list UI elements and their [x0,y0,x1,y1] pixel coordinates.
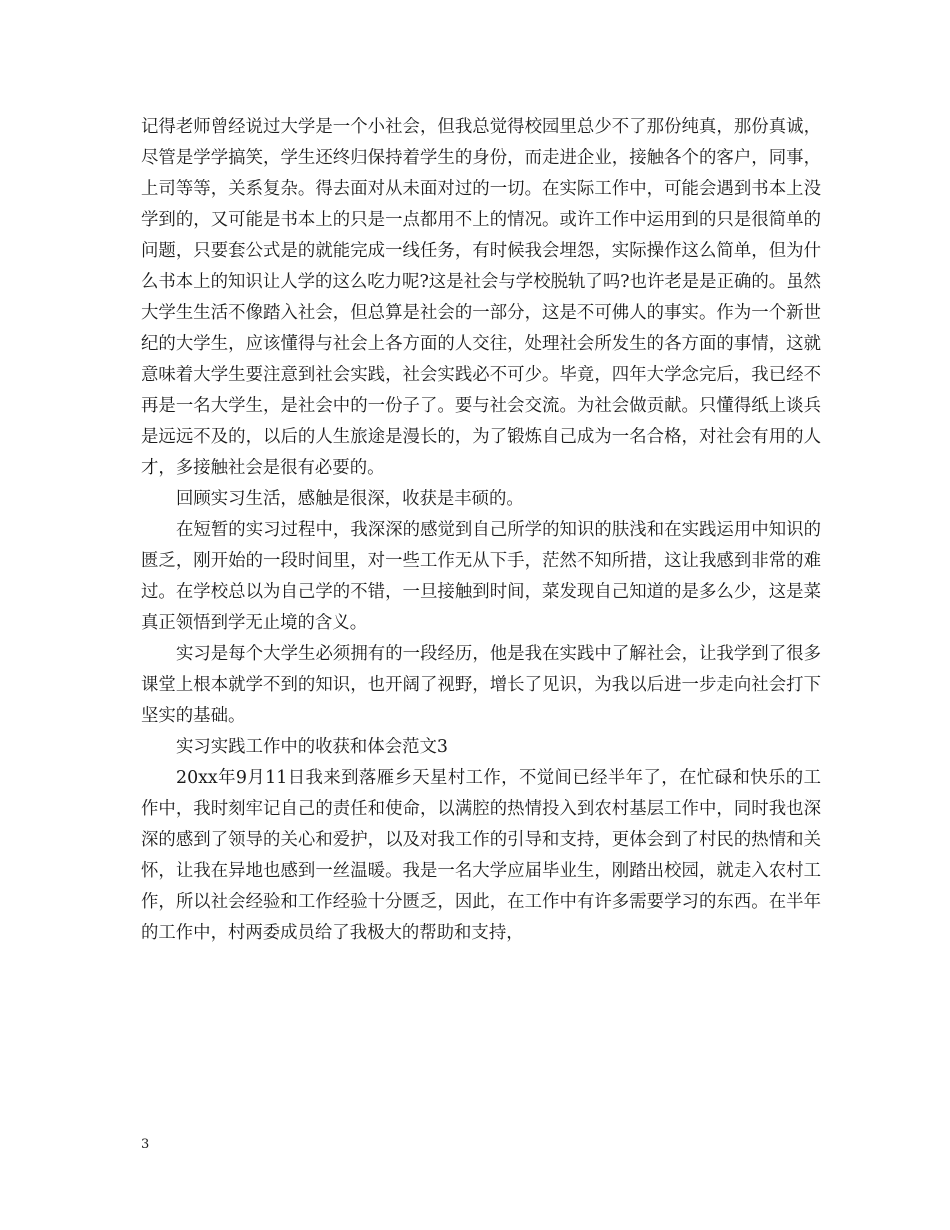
page-number: 3 [141,1137,150,1152]
paragraph-3: 在短暂的实习过程中，我深深的感觉到自己所学的知识的肤浅和在实践运用中知识的匮乏，刚开始的一段时间里，对一些工作无从下手，茫然不知所措，这让我感到非常的难过。在学校总以为自己学的不错，一旦接触到时间，菜发现自己知道的是多么少，这是菜真正领悟到学无止境的含义。 [141,520,821,633]
section-heading: 实习实践工作中的收获和体会范文3 [176,737,448,757]
paragraph-2: 回顾实习生活，感触是很深，收获是丰硕的。 [176,489,524,509]
paragraph-4: 实习是每个大学生必须拥有的一段经历，他是我在实践中了解社会，让我学到了很多课堂上根本就学不到的知识，也开阔了视野，增长了见识，为我以后进一步走向社会打下坚实的基础。 [141,644,821,726]
paragraph-5: 20xx年9月11日我来到落雁乡天星村工作，不觉间已经半年了，在忙碌和快乐的工作中，我时刻牢记自己的责任和使命，以满腔的热情投入到农村基层工作中，同时我也深深的感到了领导的关心和爱护，以及对我工作的引导和支持，更体会到了村民的热情和关怀，让我在异地也感到一丝温暖。我是一名大学应届毕业生，刚踏出校园，就走入农村工作，所以社会经验和工作经验十分匮乏，因此，在工作中有许多需要学习的东西。在半年的工作中，村两委成员给了我极大的帮助和支持， [141,768,821,943]
document-body [141,112,821,949]
paragraph-1: 记得老师曾经说过大学是一个小社会，但我总觉得校园里总少不了那份纯真，那份真诚，尽管是学学搞笑，学生还终归保持着学生的身份，而走进企业，接触各个的客户，同事，上司等等，关系复杂。得去面对从未面对过的一切。在实际工作中，可能会遇到书本上没学到的，又可能是书本上的只是一点都用不上的情况。或许工作中运用到的只是很简单的问题，只要套公式是的就能完成一线任务，有时候我会埋怨，实际操作这么简单，但为什么书本上的知识让人学的这么吃力呢?这是社会与学校脱轨了吗?也许老是是正确的。虽然大学生生活不像踏入社会，但总算是社会的一部分，这是不可佛人的事实。作为一个新世纪的大学生，应该懂得与社会上各方面的人交往，处理社会所发生的各方面的事情，这就意味着大学生要注意到社会实践，社会实践必不可少。毕竟，四年大学念完后，我已经不再是一名大学生，是社会中的一份子了。要与社会交流。为社会做贡献。只懂得纸上谈兵是远远不及的，以后的人生旅途是漫长的，为了锻炼自己成为一名合格，对社会有用的人才，多接触社会是很有必要的。 [141,117,821,478]
